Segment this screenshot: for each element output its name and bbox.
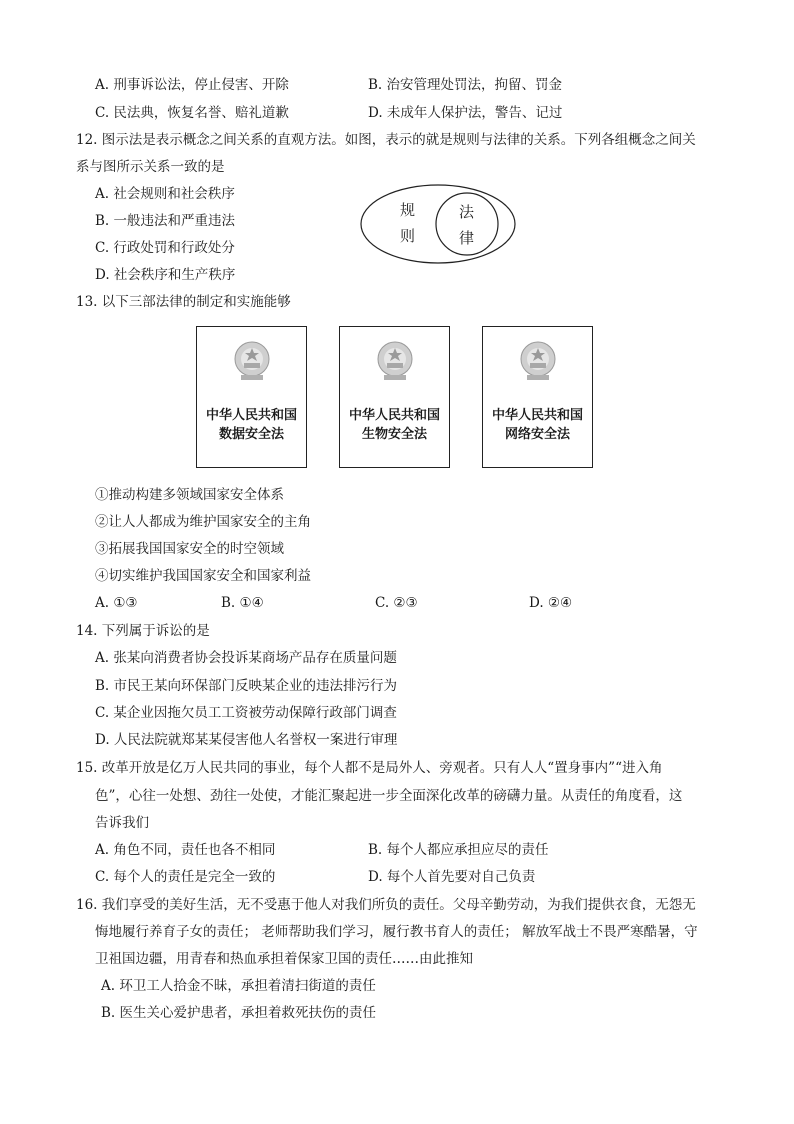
q16-stem-line2: 悔地履行养育子女的责任； 老师帮助我们学习，履行教书育人的责任； 解放军战士不畏严寒酷暑，守 bbox=[95, 924, 698, 940]
q12-option-c: C. 行政处罚和行政处分 bbox=[95, 240, 235, 256]
q16-option-a: A. 环卫工人拾金不昧，承担着清扫街道的责任 bbox=[101, 978, 376, 994]
q13-option-b: B. ①④ bbox=[221, 595, 264, 611]
law-card-title-line2: 网络安全法 bbox=[504, 427, 570, 442]
q11-option-a: A. 刑事诉讼法，停止侵害、开除 bbox=[95, 77, 289, 93]
law-card-title-line2: 数据安全法 bbox=[218, 427, 284, 442]
national-emblem-icon bbox=[517, 339, 559, 383]
law-card-title-line1: 中华人民共和国 bbox=[348, 408, 440, 423]
q14-stem: 14. 下列属于诉讼的是 bbox=[76, 623, 210, 639]
q15-stem-line1: 15. 改革开放是亿万人民共同的事业，每个人都不是局外人、旁观者。只有人人“置身事内”“进入角 bbox=[76, 760, 663, 776]
q12-stem-line2: 系与图所示关系一致的是 bbox=[76, 159, 225, 175]
rules-char-1: 规 bbox=[400, 201, 416, 219]
q13-statement-4: ④切实维护我国国家安全和国家利益 bbox=[95, 568, 311, 584]
national-emblem-icon bbox=[231, 339, 273, 383]
q11-option-c: C. 民法典，恢复名誉、赔礼道歉 bbox=[95, 105, 289, 121]
rules-char-2: 则 bbox=[400, 227, 416, 245]
law-char-1: 法 bbox=[459, 203, 475, 221]
q11-option-b: B. 治安管理处罚法，拘留、罚金 bbox=[368, 77, 563, 93]
q12-option-d: D. 社会秩序和生产秩序 bbox=[95, 267, 236, 283]
q13-option-d: D. ②④ bbox=[529, 595, 573, 611]
q15-option-a: A. 角色不同，责任也各不相同 bbox=[95, 842, 276, 858]
q15-option-c: C. 每个人的责任是完全一致的 bbox=[95, 869, 276, 885]
law-card-biosecurity bbox=[339, 326, 450, 468]
law-card-data-security bbox=[196, 326, 307, 468]
q13-statement-3: ③拓展我国国家安全的时空领域 bbox=[95, 541, 284, 557]
q13-statement-2: ②让人人都成为维护国家安全的主角 bbox=[95, 514, 311, 530]
law-card-title-line1: 中华人民共和国 bbox=[205, 408, 297, 423]
q15-stem-line2: 色”，心往一处想、劲往一处使，才能汇聚起进一步全面深化改革的磅礴力量。从责任的角度看，这 bbox=[95, 788, 683, 804]
q14-option-a: A. 张某向消费者协会投诉某商场产品存在质量问题 bbox=[95, 650, 397, 666]
q16-stem-line1: 16. 我们享受的美好生活，无不受惠于他人对我们所负的责任。父母辛勤劳动，为我们提供衣食，无怨无 bbox=[76, 897, 696, 913]
q16-option-b: B. 医生关心爱护患者，承担着救死扶伤的责任 bbox=[101, 1005, 377, 1021]
national-emblem-icon bbox=[374, 339, 416, 383]
q14-option-c: C. 某企业因拖欠员工工资被劳动保障行政部门调查 bbox=[95, 705, 397, 721]
q15-option-b: B. 每个人都应承担应尽的责任 bbox=[368, 842, 549, 858]
q14-option-b: B. 市民王某向环保部门反映某企业的违法排污行为 bbox=[95, 678, 398, 694]
rules-law-venn-diagram bbox=[360, 183, 520, 265]
law-card-cybersecurity bbox=[482, 326, 593, 468]
q12-stem-line1: 12. 图示法是表示概念之间关系的直观方法。如图，表示的就是规则与法律的关系。下列各组概念之间关 bbox=[76, 132, 696, 148]
q12-option-b: B. 一般违法和严重违法 bbox=[95, 213, 236, 229]
q15-stem-line3: 告诉我们 bbox=[95, 815, 149, 831]
q13-option-c: C. ②③ bbox=[375, 595, 418, 611]
q15-option-d: D. 每个人首先要对自己负责 bbox=[368, 869, 536, 885]
law-card-title-line2: 生物安全法 bbox=[361, 427, 427, 442]
q14-option-d: D. 人民法院就郑某某侵害他人名誉权一案进行审理 bbox=[95, 732, 398, 748]
rules-ellipse bbox=[361, 185, 515, 263]
q11-option-d: D. 未成年人保护法，警告、记过 bbox=[368, 105, 563, 121]
q12-option-a: A. 社会规则和社会秩序 bbox=[95, 186, 235, 202]
law-card-title-line1: 中华人民共和国 bbox=[491, 408, 583, 423]
q13-statement-1: ①推动构建多领域国家安全体系 bbox=[95, 487, 284, 503]
q16-stem-line3: 卫祖国边疆，用青春和热血承担着保家卫国的责任……由此推知 bbox=[95, 951, 473, 967]
q13-option-a: A. ①③ bbox=[95, 595, 138, 611]
law-char-2: 律 bbox=[459, 229, 475, 247]
q13-stem: 13. 以下三部法律的制定和实施能够 bbox=[76, 294, 291, 310]
